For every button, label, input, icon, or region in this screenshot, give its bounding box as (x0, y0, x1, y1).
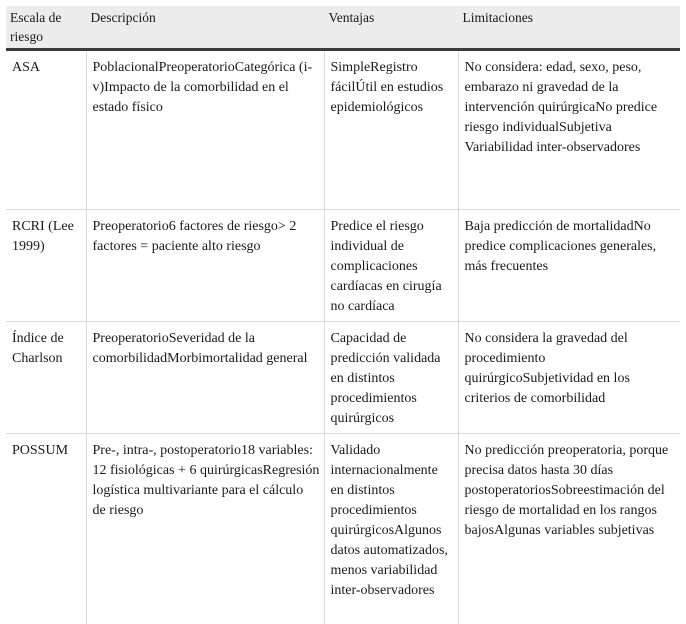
header-advantages: Ventajas (324, 6, 458, 50)
cell-advantages: Predice el riesgo individual de complicaciones cardíacas en cirugía no cardíaca (324, 210, 458, 322)
header-limitations: Limitaciones (458, 6, 680, 50)
table-row (6, 434, 680, 624)
cell-limitations: Baja predicción de mortalidadNo predice complicaciones generales, más frecuentes (458, 210, 680, 322)
risk-scales-table (6, 6, 680, 624)
table-row (6, 210, 680, 322)
cell-scale: POSSUM (6, 434, 86, 624)
table-row (6, 50, 680, 210)
table-header (6, 6, 680, 50)
cell-scale: Índice de Charlson (6, 322, 86, 434)
cell-limitations: No predicción preoperatoria, porque precisa datos hasta 30 días postoperatoriosSobreestimación del riesgo de mortalidad en los rangos bajosAlgunas variables subjetivas (464, 443, 669, 538)
header-scale: Escala de riesgo (6, 6, 86, 50)
cell-limitations: No considera: edad, sexo, peso, embarazo ni gravedad de la intervención quirúrgicaNo predice riesgo individualSubjetiva Variabilidad inter-observadores (458, 50, 680, 210)
cell-advantages: Validado internacionalmente en distintos procedimientos quirúrgicosAlgunos datos automatizados, menos variabilidad inter-observadores (324, 434, 458, 624)
header-description: Descripción (86, 6, 324, 50)
cell-scale: ASA (6, 50, 86, 210)
table-row (6, 322, 680, 434)
cell-advantages: SimpleRegistro fácilÚtil en estudios epidemiológicos (324, 50, 458, 210)
cell-description: PoblacionalPreoperatorioCategórica (i-v)Impacto de la comorbilidad en el estado físico (86, 50, 324, 210)
cell-limitations: No considera la gravedad del procedimiento quirúrgicoSubjetividad en los criterios de comorbilidad (458, 322, 680, 434)
table-body (6, 50, 680, 624)
cell-description: Pre-, intra-, postoperatorio18 variables: 12 fisiológicas + 6 quirúrgicasRegresión logística multivariante para el cálculo de riesgo (86, 434, 324, 624)
cell-description: PreoperatorioSeveridad de la comorbilidadMorbimortalidad general (86, 322, 324, 434)
cell-advantages: Capacidad de predicción validada en distintos procedimientos quirúrgicos (324, 322, 458, 434)
header-row (6, 6, 680, 50)
cell-description: Preoperatorio6 factores de riesgo> 2 factores = paciente alto riesgo (86, 210, 324, 322)
cell-scale: RCRI (Lee 1999) (6, 210, 86, 322)
